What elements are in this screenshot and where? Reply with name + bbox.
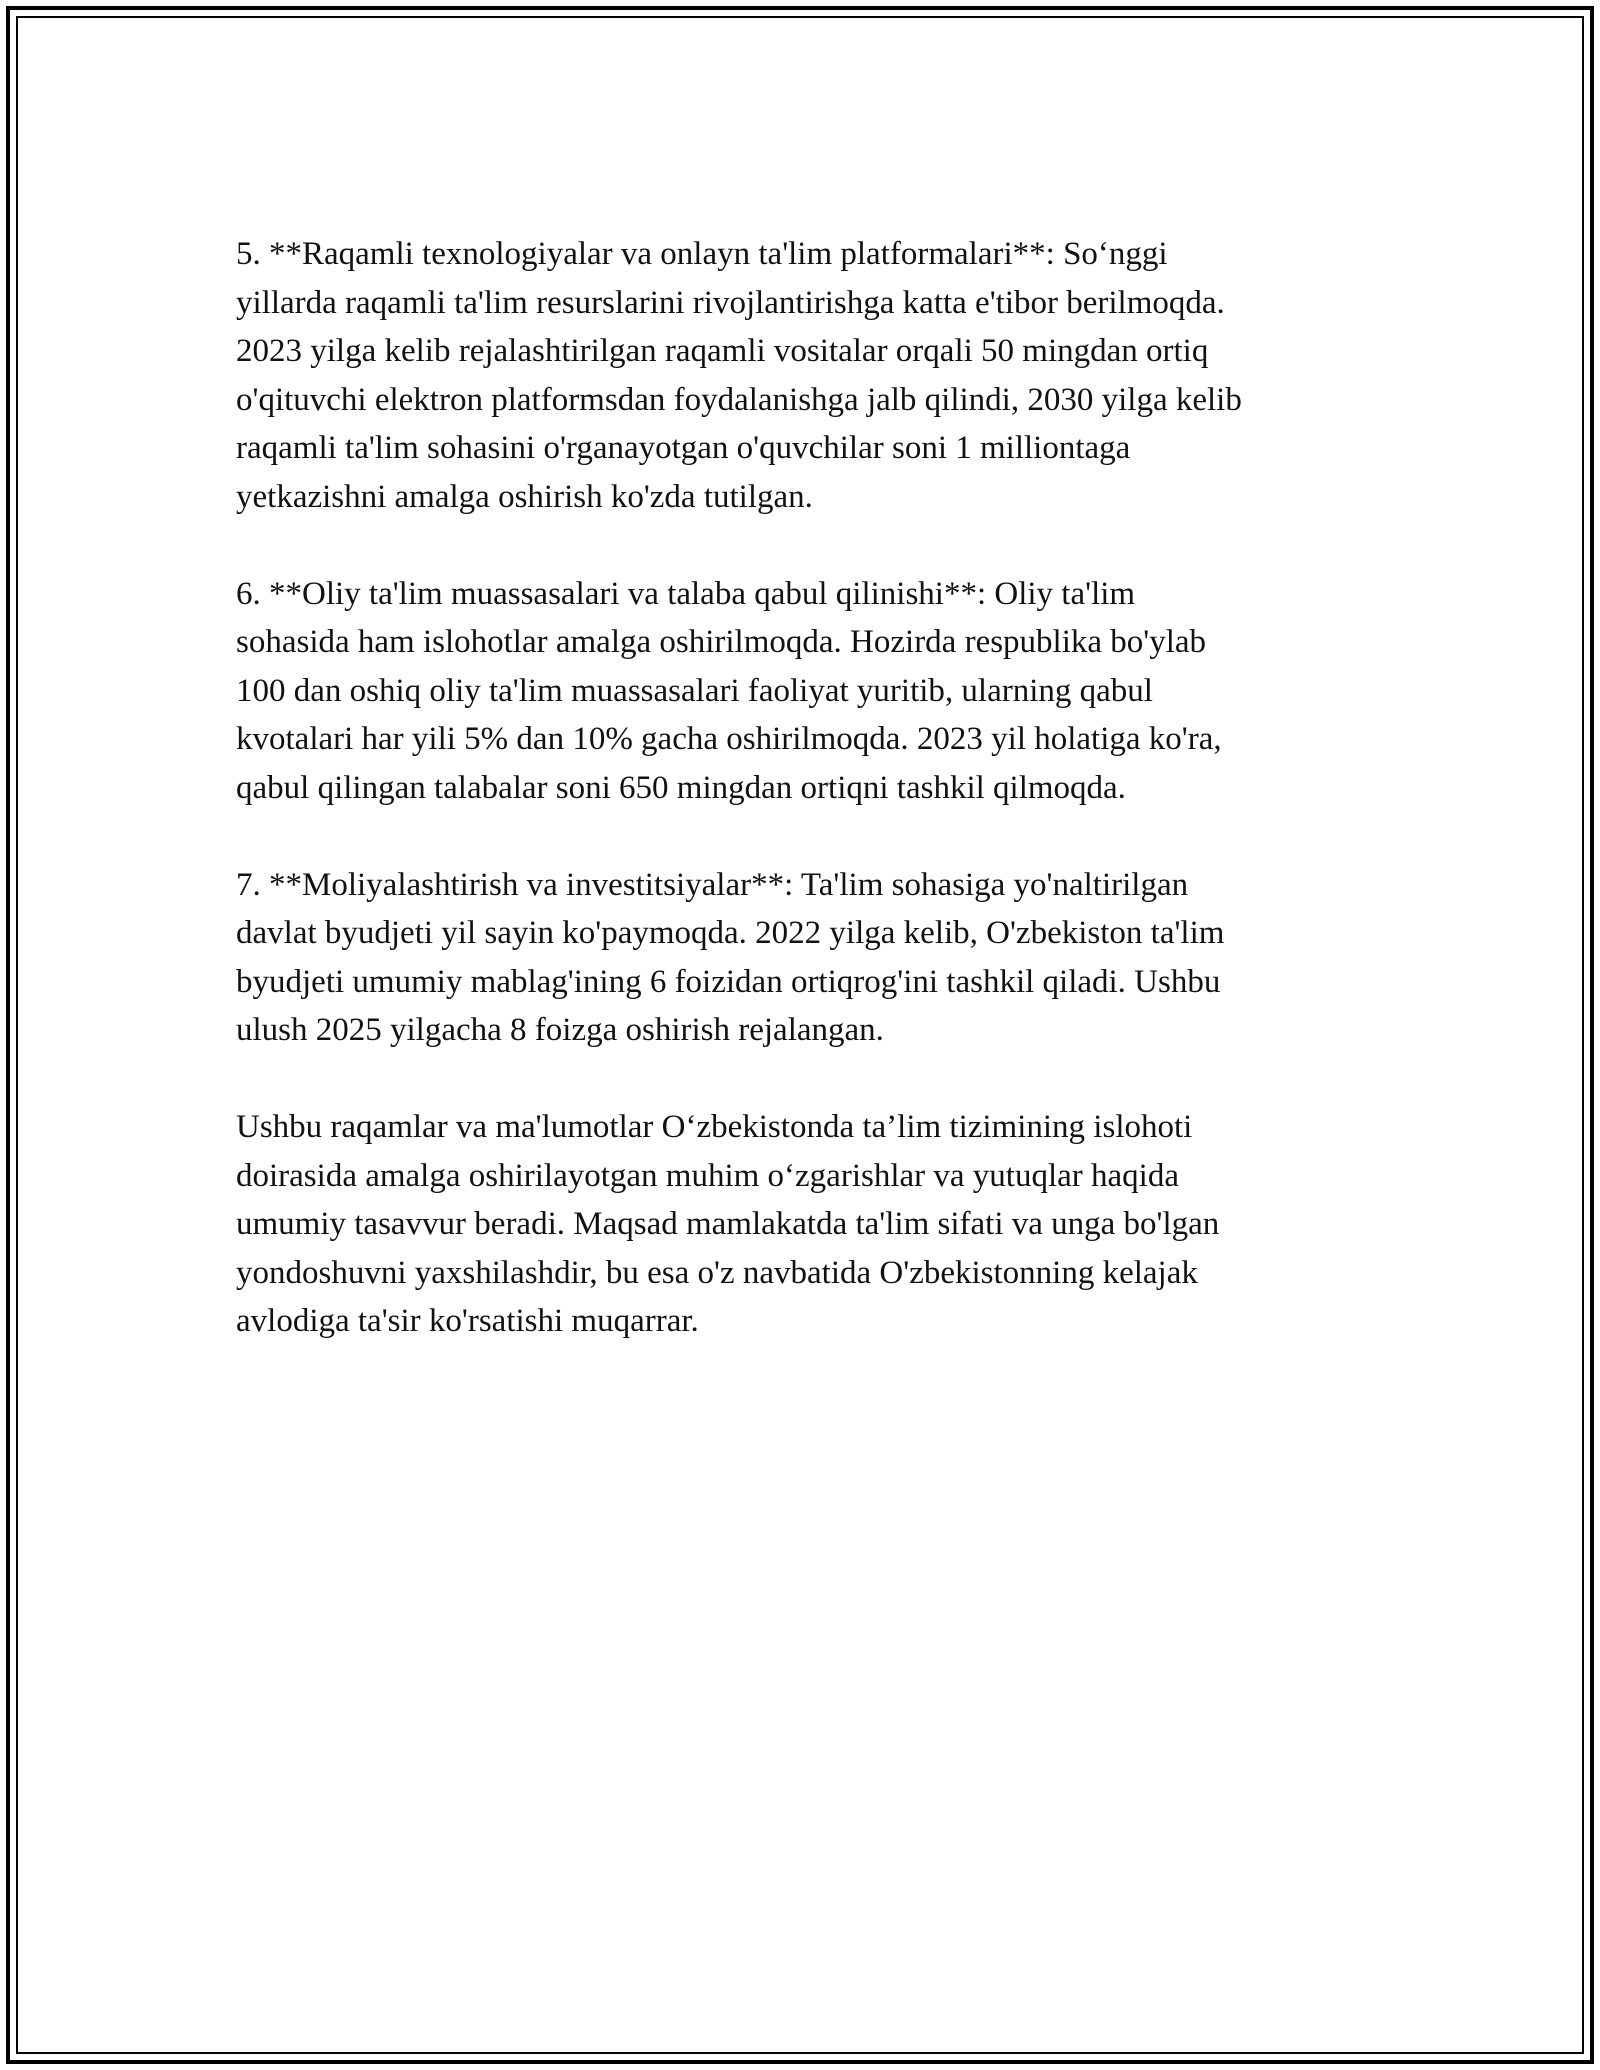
paragraph-financing: 7. **Moliyalashtirish va investitsiyalar**: Ta'lim sohasiga yo'naltirilgan davlat byudjeti yil sayin ko'paymoqda. 2022 yilga kelib, O'zbekiston ta'lim byudjeti umumiy mablag'ining 6 foizidan ortiqrog'ini tashkil qiladi. Ushbu ulush 2025 yilgacha 8 foizga oshirish rejalangan.	[236, 866, 1225, 1048]
paragraph-higher-education: 6. **Oliy ta'lim muassasalari va talaba qabul qilinishi**: Oliy ta'lim sohasida ham islohotlar amalga oshirilmoqda. Hozirda respublika bo'ylab 100 dan oshiq oliy ta'lim muassasalari faoliyat yuritib, ularning qabul kvotalari har yili 5% dan 10% gacha oshirilmoqda. 2023 yil holatiga ko'ra, qabul qilingan talabalar soni 650 mingdan ortiqni tashkil qilmoqda.	[236, 575, 1222, 806]
paragraph-digital-technologies: 5. **Raqamli texnologiyalar va onlayn ta'lim platformalari**: So‘nggi yillarda raqamli ta'lim resurslarini rivojlantirishga katta e'tibor berilmoqda. 2023 yilga kelib rejalashtirilgan raqamli vositalar orqali 50 mingdan ortiq o'qituvchi elektron platformsdan foydalanishga jalb qilindi, 2030 yilga kelib raqamli ta'lim sohasini o'rganayotgan o'quvchilar soni 1 milliontaga yetkazishni amalga oshirish ko'zda tutilgan.	[236, 236, 1242, 515]
document-body	[236, 230, 1376, 1346]
paragraph-conclusion: Ushbu raqamlar va ma'lumotlar O‘zbekistonda ta’lim tizimining islohoti doirasida amalga oshirilayotgan muhim o‘zgarishlar va yutuqlar haqida umumiy tasavvur beradi. Maqsad mamlakatda ta'lim sifati va unga bo'lgan yondoshuvni yaxshilashdir, bu esa o'z navbatida O'zbekistonning kelajak avlodiga ta'sir ko'rsatishi muqarrar.	[236, 1109, 1220, 1339]
